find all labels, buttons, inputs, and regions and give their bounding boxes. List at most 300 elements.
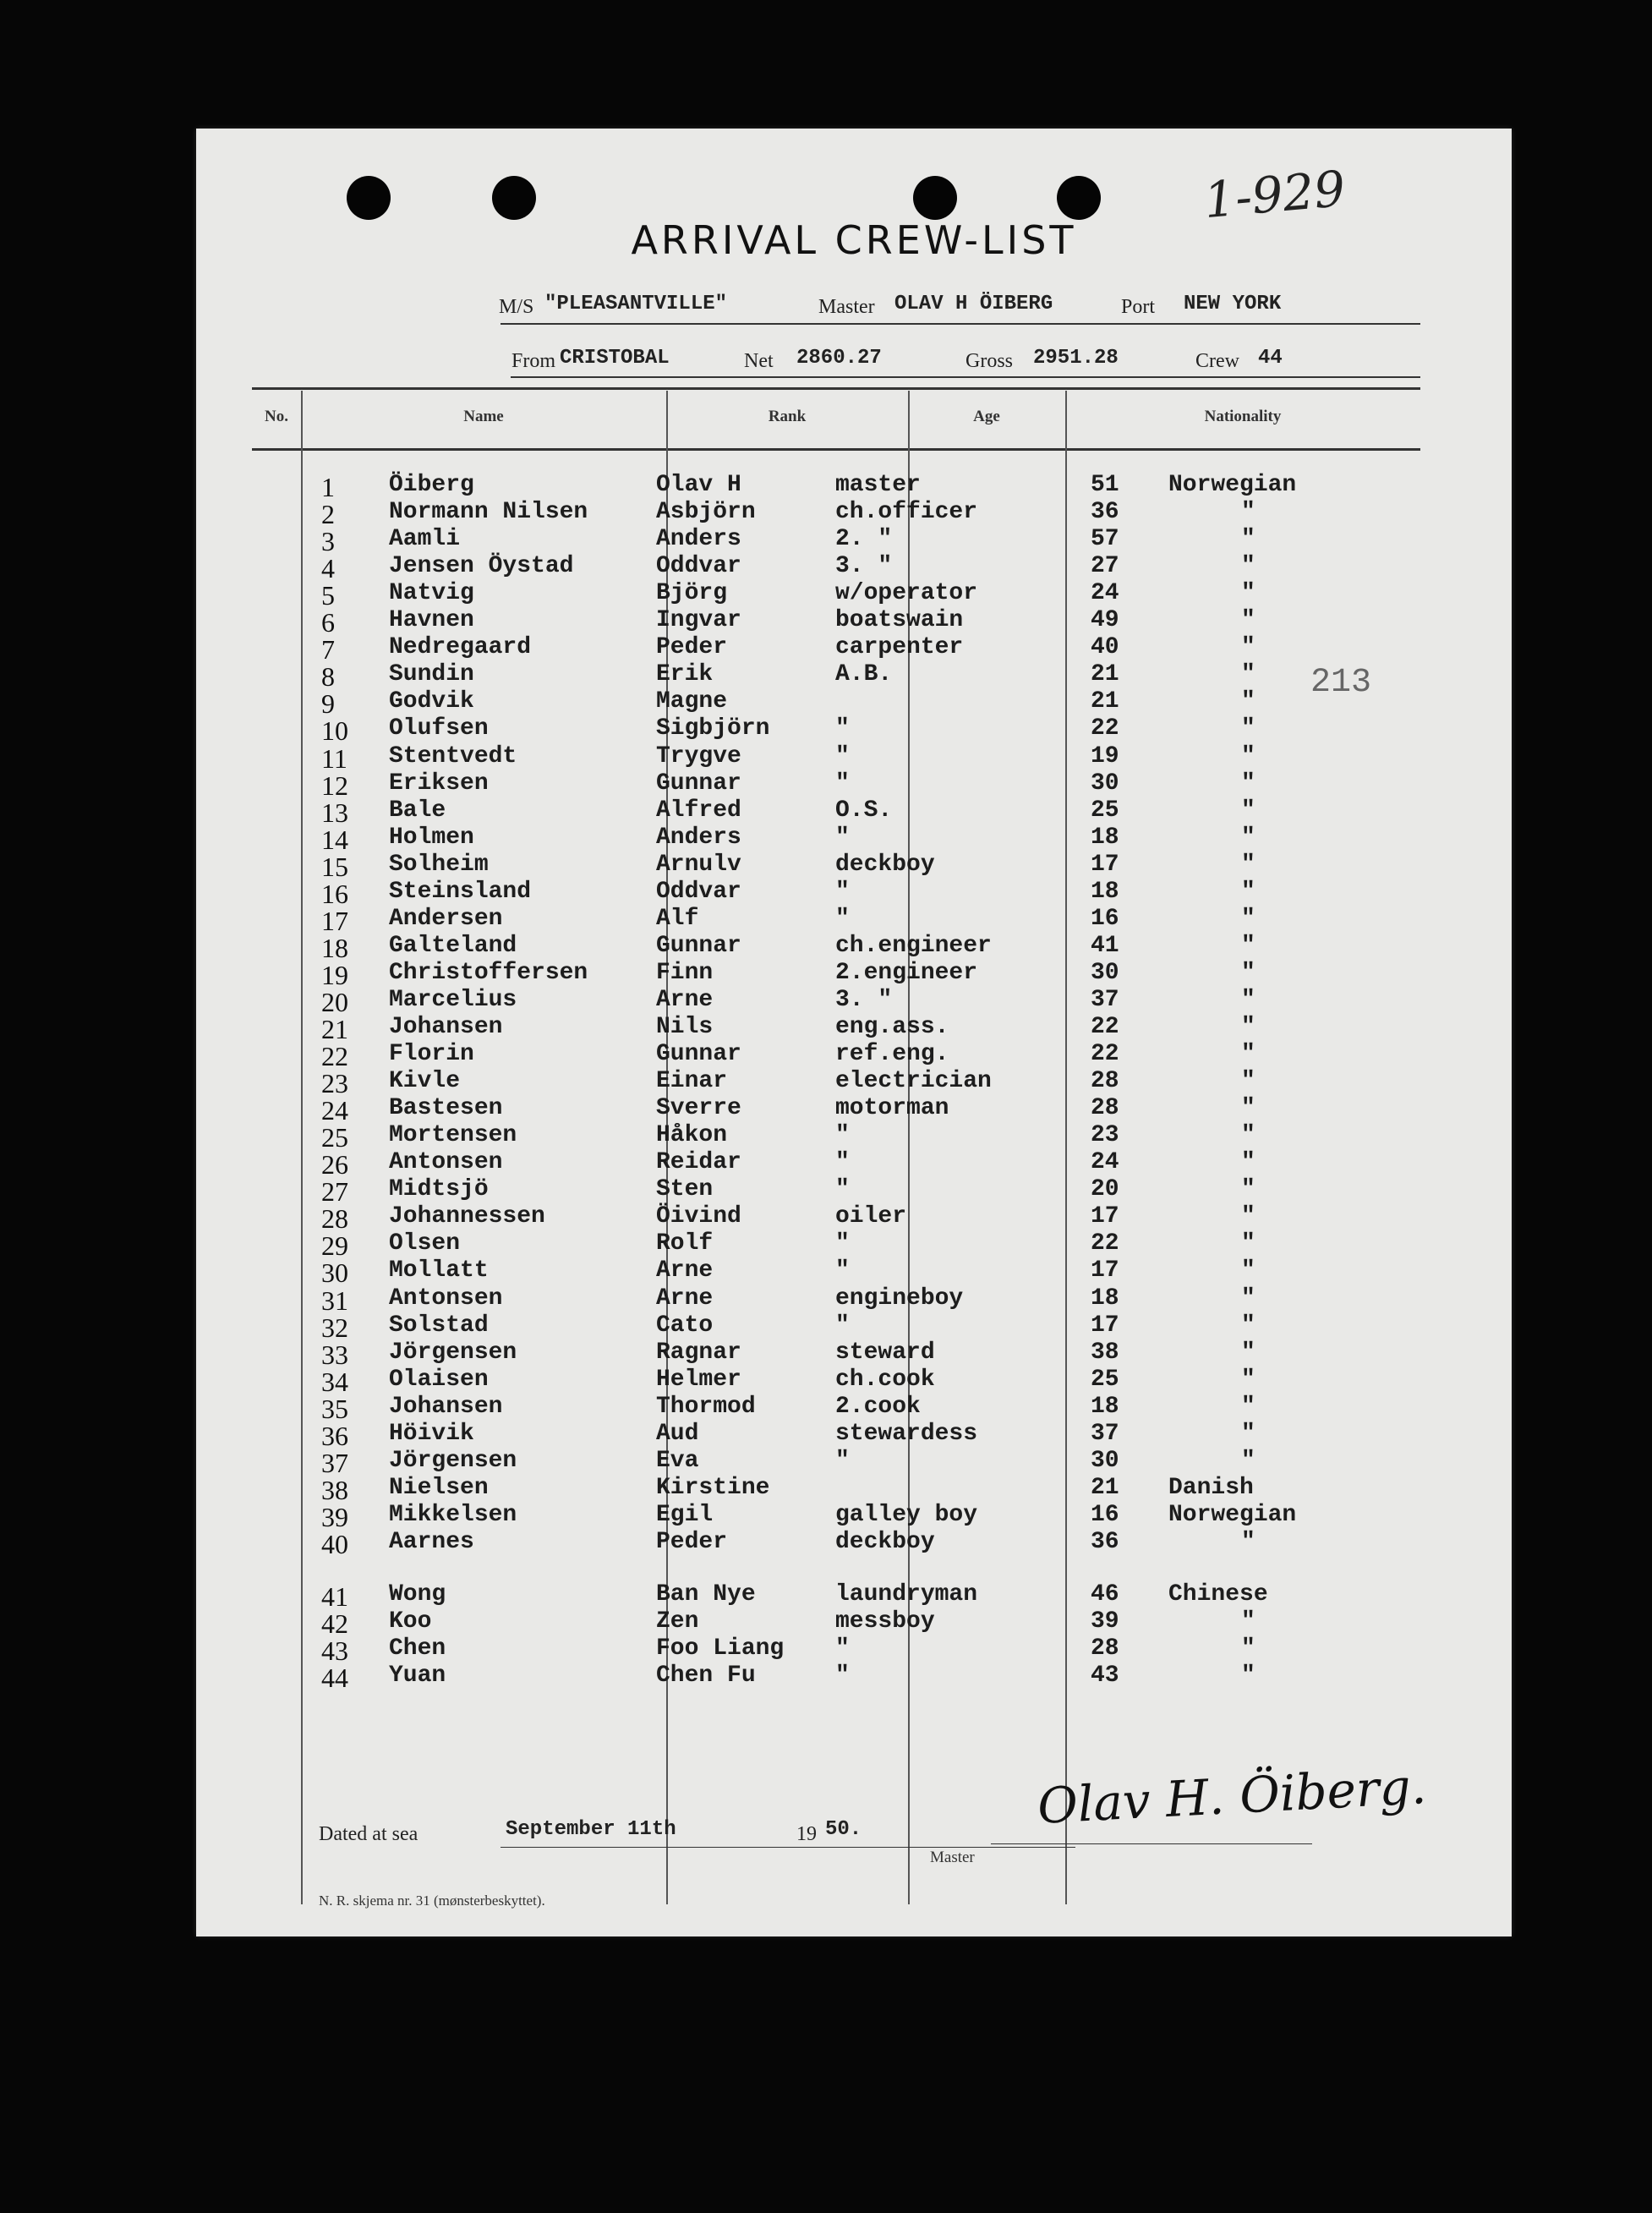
crew-given-name: Thormod (656, 1393, 756, 1420)
table-row (196, 634, 1512, 666)
crew-number: 22 (321, 1041, 348, 1072)
table-row (196, 1581, 1512, 1612)
crew-age: 28 (1091, 1635, 1119, 1662)
table-row (196, 1257, 1512, 1289)
crew-surname: Marcelius (389, 986, 517, 1013)
crew-rank: " (835, 824, 850, 851)
crew-number: 24 (321, 1095, 348, 1126)
crew-nationality: " (1241, 878, 1255, 905)
crew-rank: A.B. (835, 661, 893, 688)
crew-age: 18 (1091, 1393, 1119, 1420)
crew-nationality: " (1241, 526, 1255, 553)
header-underline (501, 323, 1420, 325)
table-row (196, 715, 1512, 747)
crew-nationality: Norwegian (1168, 1501, 1297, 1528)
crew-surname: Godvik (389, 688, 474, 715)
stamp-number: 213 (1310, 664, 1372, 702)
crew-age: 30 (1091, 1447, 1119, 1474)
crew-rank: 2.engineer (835, 959, 978, 986)
crew-number: 6 (321, 607, 335, 638)
crew-age: 37 (1091, 1420, 1119, 1447)
crew-given-name: Gunnar (656, 932, 741, 959)
crew-number: 44 (321, 1662, 348, 1694)
crew-nationality: " (1241, 1230, 1255, 1257)
crew-rank: 3. " (835, 553, 893, 580)
port-label: Port (1121, 296, 1156, 318)
crew-given-name: Trygve (656, 742, 741, 770)
crew-surname: Höivik (389, 1420, 474, 1447)
crew-number: 36 (321, 1420, 348, 1451)
crew-rank: steward (835, 1339, 935, 1366)
crew-number: 38 (321, 1474, 348, 1505)
crew-given-name: Arne (656, 986, 714, 1013)
ms-label: M/S (499, 296, 534, 318)
crew-rank: 3. " (835, 986, 893, 1013)
table-row (196, 1528, 1512, 1559)
table-row (196, 1203, 1512, 1235)
crew-age: 21 (1091, 1474, 1119, 1501)
crew-number: 21 (321, 1014, 348, 1044)
master-caption: Master (930, 1849, 975, 1866)
table-row (196, 986, 1512, 1017)
column-header-no: No. (265, 408, 288, 425)
crew-age: 25 (1091, 1366, 1119, 1393)
crew-age: 20 (1091, 1176, 1119, 1203)
crew-given-name: Egil (656, 1501, 714, 1528)
crew-given-name: Finn (656, 959, 714, 986)
crew-rank: " (835, 1122, 850, 1149)
punch-hole (347, 176, 391, 220)
ship-name: "PLEASANTVILLE" (544, 293, 728, 315)
column-header-name: Name (463, 408, 504, 425)
table-header-rule (252, 448, 1420, 451)
crew-age: 22 (1091, 1041, 1119, 1068)
gross-value: 2951.28 (1033, 347, 1119, 370)
table-row (196, 1312, 1512, 1343)
crew-number: 4 (321, 553, 335, 584)
table-row (196, 1662, 1512, 1694)
crew-rank: " (835, 1312, 850, 1339)
crew-age: 18 (1091, 1285, 1119, 1312)
table-row (196, 1420, 1512, 1451)
crew-given-name: Sten (656, 1176, 714, 1203)
crew-given-name: Sigbjörn (656, 715, 770, 742)
table-row (196, 607, 1512, 638)
crew-rank: O.S. (835, 797, 893, 824)
crew-number: 13 (321, 797, 348, 828)
crew-age: 51 (1091, 472, 1119, 498)
crew-number: 37 (321, 1447, 348, 1478)
crew-given-name: Arne (656, 1285, 714, 1312)
crew-surname: Antonsen (389, 1285, 503, 1312)
crew-surname: Holmen (389, 824, 474, 851)
crew-age: 17 (1091, 1257, 1119, 1285)
crew-surname: Öiberg (389, 472, 474, 498)
crew-surname: Bale (389, 797, 446, 824)
crew-rank: master (835, 472, 921, 498)
crew-given-name: Oddvar (656, 878, 741, 905)
crew-nationality: " (1241, 499, 1255, 526)
crew-rank: 2.cook (835, 1393, 921, 1420)
crew-rank: carpenter (835, 634, 964, 661)
crew-surname: Koo (389, 1608, 432, 1635)
crew-list-document (196, 129, 1512, 1936)
crew-nationality: " (1241, 797, 1255, 824)
crew-rank: messboy (835, 1608, 935, 1635)
crew-label: Crew (1195, 350, 1239, 372)
crew-rank: " (835, 1176, 850, 1203)
crew-rank: " (835, 770, 850, 797)
crew-surname: Mollatt (389, 1257, 489, 1285)
table-row (196, 1041, 1512, 1072)
crew-surname: Olaisen (389, 1366, 489, 1393)
crew-age: 22 (1091, 1230, 1119, 1257)
net-value: 2860.27 (796, 347, 882, 370)
crew-surname: Olsen (389, 1230, 461, 1257)
crew-surname: Sundin (389, 661, 474, 688)
crew-given-name: Foo Liang (656, 1635, 785, 1662)
crew-nationality: Chinese (1168, 1581, 1268, 1608)
crew-given-name: Anders (656, 526, 741, 553)
crew-rank: motorman (835, 1095, 949, 1122)
crew-number: 5 (321, 580, 335, 611)
crew-rank: oiler (835, 1203, 907, 1230)
table-row (196, 1176, 1512, 1208)
crew-rank: boatswain (835, 607, 964, 634)
crew-age: 18 (1091, 824, 1119, 851)
crew-given-name: Aud (656, 1420, 699, 1447)
crew-given-name: Erik (656, 661, 714, 688)
crew-surname: Solheim (389, 851, 489, 878)
crew-surname: Stentvedt (389, 742, 517, 770)
crew-number: 42 (321, 1608, 348, 1640)
crew-given-name: Reidar (656, 1149, 741, 1176)
crew-nationality: " (1241, 553, 1255, 580)
handwritten-annotation: 1-929 (1201, 159, 1348, 230)
crew-rank: " (835, 1447, 850, 1474)
crew-nationality: " (1241, 1095, 1255, 1122)
table-row (196, 688, 1512, 720)
crew-given-name: Alfred (656, 797, 741, 824)
crew-surname: Nedregaard (389, 634, 532, 661)
punch-hole (1057, 176, 1101, 220)
crew-nationality: " (1241, 1041, 1255, 1068)
crew-given-name: Alf (656, 905, 699, 932)
crew-surname: Chen (389, 1635, 446, 1662)
crew-age: 22 (1091, 715, 1119, 742)
crew-number: 34 (321, 1366, 348, 1397)
crew-age: 43 (1091, 1662, 1119, 1690)
crew-surname: Andersen (389, 905, 503, 932)
crew-surname: Bastesen (389, 1095, 503, 1122)
crew-rank: 2. " (835, 526, 893, 553)
crew-age: 21 (1091, 688, 1119, 715)
crew-given-name: Magne (656, 688, 728, 715)
crew-age: 28 (1091, 1068, 1119, 1095)
crew-number: 23 (321, 1068, 348, 1099)
crew-number: 16 (321, 878, 348, 909)
crew-nationality: Danish (1168, 1474, 1254, 1501)
table-row (196, 499, 1512, 530)
signature-underline (991, 1843, 1312, 1844)
crew-age: 22 (1091, 1014, 1119, 1040)
crew-rank: ch.officer (835, 499, 978, 526)
table-row (196, 959, 1512, 990)
punch-hole (913, 176, 957, 220)
table-row (196, 1608, 1512, 1640)
crew-age: 24 (1091, 1149, 1119, 1176)
crew-rank: " (835, 878, 850, 905)
crew-number: 30 (321, 1257, 348, 1289)
crew-number: 29 (321, 1230, 348, 1262)
master-name: OLAV H ÖIBERG (894, 293, 1053, 315)
crew-nationality: " (1241, 607, 1255, 634)
crew-nationality: " (1241, 580, 1255, 607)
crew-given-name: Rolf (656, 1230, 714, 1257)
table-row (196, 1501, 1512, 1532)
crew-nationality: " (1241, 1149, 1255, 1176)
crew-surname: Galteland (389, 932, 517, 959)
crew-rank: w/operator (835, 580, 978, 607)
crew-number: 2 (321, 499, 335, 530)
crew-surname: Antonsen (389, 1149, 503, 1176)
crew-number: 27 (321, 1176, 348, 1208)
crew-given-name: Chen Fu (656, 1662, 756, 1690)
crew-number: 9 (321, 688, 335, 720)
crew-nationality: " (1241, 1176, 1255, 1203)
crew-surname: Johansen (389, 1014, 503, 1040)
crew-rank: engineboy (835, 1285, 964, 1312)
crew-rank: " (835, 742, 850, 770)
table-row (196, 1635, 1512, 1667)
table-row (196, 742, 1512, 774)
crew-number: 20 (321, 986, 348, 1017)
table-row (196, 1393, 1512, 1424)
crew-number: 17 (321, 905, 348, 936)
table-row (196, 472, 1512, 502)
crew-nationality: " (1241, 1122, 1255, 1149)
crew-age: 27 (1091, 553, 1119, 580)
crew-number: 18 (321, 932, 348, 963)
crew-nationality: " (1241, 986, 1255, 1013)
crew-nationality: Norwegian (1168, 472, 1297, 498)
crew-surname: Mikkelsen (389, 1501, 517, 1528)
crew-age: 28 (1091, 1095, 1119, 1122)
crew-rank: stewardess (835, 1420, 978, 1447)
crew-rank: " (835, 1257, 850, 1285)
crew-given-name: Arnulv (656, 851, 741, 878)
crew-nationality: " (1241, 1366, 1255, 1393)
crew-given-name: Helmer (656, 1366, 741, 1393)
table-row (196, 878, 1512, 909)
table-row (196, 553, 1512, 584)
crew-nationality: " (1241, 1608, 1255, 1635)
crew-rank: laundryman (835, 1581, 978, 1608)
crew-age: 17 (1091, 1203, 1119, 1230)
crew-given-name: Håkon (656, 1122, 728, 1149)
crew-nationality: " (1241, 1312, 1255, 1339)
crew-surname: Aamli (389, 526, 461, 553)
table-row (196, 1095, 1512, 1126)
crew-number: 35 (321, 1393, 348, 1424)
crew-nationality: " (1241, 1420, 1255, 1447)
year-suffix: 50. (825, 1818, 862, 1841)
crew-nationality: " (1241, 1447, 1255, 1474)
crew-surname: Olufsen (389, 715, 489, 742)
crew-given-name: Björg (656, 580, 728, 607)
table-row (196, 797, 1512, 828)
crew-given-name: Peder (656, 1528, 728, 1555)
crew-nationality: " (1241, 1068, 1255, 1095)
crew-given-name: Olav H (656, 472, 741, 498)
form-note: N. R. skjema nr. 31 (mønsterbeskyttet). (319, 1893, 545, 1909)
crew-age: 37 (1091, 986, 1119, 1013)
crew-number: 32 (321, 1312, 348, 1343)
header-underline (511, 376, 1420, 378)
crew-given-name: Asbjörn (656, 499, 756, 526)
column-header-nationality: Nationality (1204, 408, 1282, 425)
crew-nationality: " (1241, 661, 1255, 688)
crew-nationality: " (1241, 634, 1255, 661)
master-signature: Olav H. Öiberg. (1036, 1757, 1428, 1835)
crew-age: 49 (1091, 607, 1119, 634)
crew-surname: Johannessen (389, 1203, 545, 1230)
crew-surname: Wong (389, 1581, 446, 1608)
crew-given-name: Gunnar (656, 1041, 741, 1068)
crew-number: 14 (321, 824, 348, 855)
crew-age: 21 (1091, 661, 1119, 688)
crew-surname: Florin (389, 1041, 474, 1068)
crew-surname: Christoffersen (389, 959, 588, 986)
crew-age: 23 (1091, 1122, 1119, 1149)
crew-age: 41 (1091, 932, 1119, 959)
crew-number: 33 (321, 1339, 348, 1370)
crew-nationality: " (1241, 715, 1255, 742)
crew-age: 46 (1091, 1581, 1119, 1608)
crew-surname: Johansen (389, 1393, 503, 1420)
crew-number: 11 (321, 742, 347, 774)
crew-rank: eng.ass. (835, 1014, 949, 1040)
crew-number: 39 (321, 1501, 348, 1532)
year-prefix: 19 (796, 1823, 817, 1845)
crew-surname: Jörgensen (389, 1447, 517, 1474)
crew-age: 36 (1091, 1528, 1119, 1555)
crew-number: 41 (321, 1581, 348, 1612)
crew-surname: Natvig (389, 580, 474, 607)
crew-nationality: " (1241, 688, 1255, 715)
crew-nationality: " (1241, 1635, 1255, 1662)
crew-surname: Kivle (389, 1068, 461, 1095)
table-row (196, 1366, 1512, 1397)
crew-nationality: " (1241, 742, 1255, 770)
crew-nationality: " (1241, 1285, 1255, 1312)
port-name: NEW YORK (1184, 293, 1282, 315)
crew-surname: Normann Nilsen (389, 499, 588, 526)
table-row (196, 1447, 1512, 1478)
crew-rank: " (835, 715, 850, 742)
crew-given-name: Sverre (656, 1095, 741, 1122)
crew-surname: Yuan (389, 1662, 446, 1690)
crew-rank: " (835, 1149, 850, 1176)
table-row (196, 932, 1512, 963)
crew-nationality: " (1241, 1203, 1255, 1230)
dated-label: Dated at sea (319, 1823, 418, 1845)
crew-number: 19 (321, 959, 348, 990)
crew-given-name: Cato (656, 1312, 714, 1339)
table-row (196, 1149, 1512, 1180)
crew-nationality: " (1241, 770, 1255, 797)
crew-age: 36 (1091, 499, 1119, 526)
crew-age: 25 (1091, 797, 1119, 824)
crew-age: 19 (1091, 742, 1119, 770)
table-row (196, 1122, 1512, 1153)
table-row (196, 1285, 1512, 1316)
crew-nationality: " (1241, 1014, 1255, 1040)
crew-surname: Solstad (389, 1312, 489, 1339)
crew-nationality: " (1241, 824, 1255, 851)
crew-number: 31 (321, 1285, 348, 1316)
crew-nationality: " (1241, 1393, 1255, 1420)
crew-age: 18 (1091, 878, 1119, 905)
table-row (196, 905, 1512, 936)
crew-surname: Mortensen (389, 1122, 517, 1149)
table-top-rule (252, 387, 1420, 390)
crew-rank: " (835, 1662, 850, 1690)
crew-number: 43 (321, 1635, 348, 1667)
crew-nationality: " (1241, 1257, 1255, 1285)
crew-number: 10 (321, 715, 348, 747)
crew-given-name: Ban Nye (656, 1581, 756, 1608)
crew-given-name: Zen (656, 1608, 699, 1635)
crew-number: 25 (321, 1122, 348, 1153)
crew-given-name: Anders (656, 824, 741, 851)
crew-nationality: " (1241, 851, 1255, 878)
gross-label: Gross (965, 350, 1014, 372)
crew-number: 7 (321, 634, 335, 666)
crew-age: 24 (1091, 580, 1119, 607)
crew-surname: Jörgensen (389, 1339, 517, 1366)
crew-number: 1 (321, 472, 335, 502)
crew-rank: electrician (835, 1068, 992, 1095)
crew-number: 26 (321, 1149, 348, 1180)
document-title: ARRIVAL CREW-LIST (631, 217, 1077, 263)
table-row (196, 580, 1512, 611)
crew-age: 30 (1091, 770, 1119, 797)
crew-age: 38 (1091, 1339, 1119, 1366)
date-underline (501, 1847, 1075, 1848)
crew-nationality: " (1241, 959, 1255, 986)
crew-nationality: " (1241, 1528, 1255, 1555)
table-row (196, 1474, 1512, 1505)
crew-rank: deckboy (835, 1528, 935, 1555)
crew-given-name: Einar (656, 1068, 728, 1095)
column-header-rank: Rank (768, 408, 807, 425)
from-label: From (511, 350, 556, 372)
crew-number: 12 (321, 770, 348, 801)
net-label: Net (744, 350, 774, 372)
crew-age: 17 (1091, 1312, 1119, 1339)
crew-age: 16 (1091, 1501, 1119, 1528)
crew-given-name: Kirstine (656, 1474, 770, 1501)
crew-age: 30 (1091, 959, 1119, 986)
crew-age: 16 (1091, 905, 1119, 932)
table-row (196, 1068, 1512, 1099)
table-row (196, 770, 1512, 801)
master-label: Master (818, 296, 875, 318)
date-value: September 11th (506, 1818, 676, 1841)
crew-age: 39 (1091, 1608, 1119, 1635)
crew-nationality: " (1241, 1662, 1255, 1690)
